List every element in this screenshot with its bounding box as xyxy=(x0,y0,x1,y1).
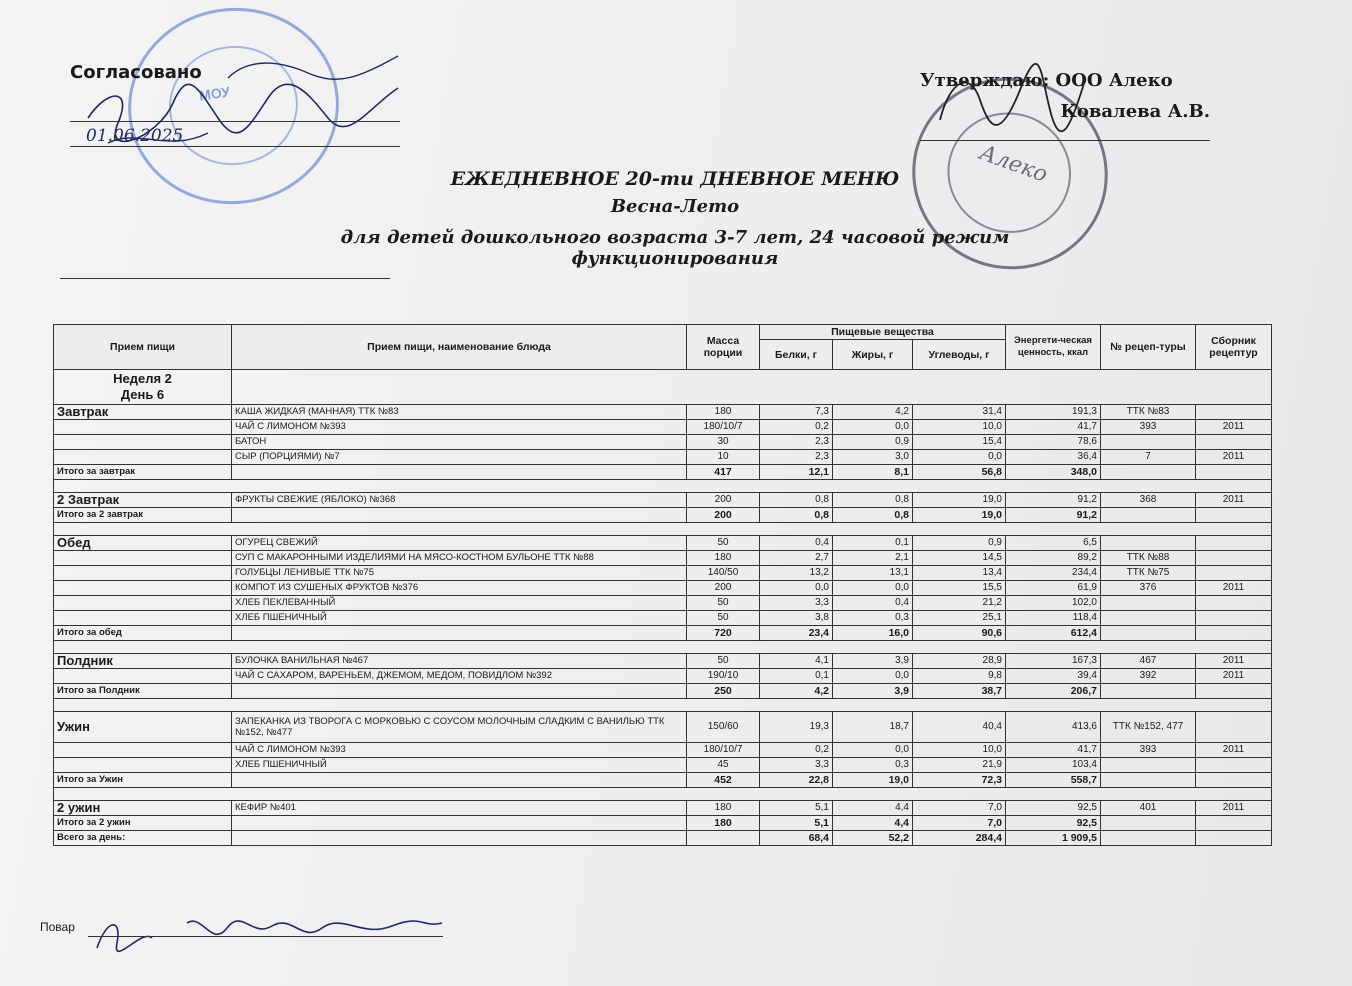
energy-value: 118,4 xyxy=(1006,611,1101,626)
recipe-number: 467 xyxy=(1101,654,1196,669)
recipe-number: 376 xyxy=(1101,581,1196,596)
spacer-cell xyxy=(54,641,1272,654)
total-blank xyxy=(1196,508,1272,523)
recipe-collection: 2011 xyxy=(1196,654,1272,669)
day-total-energy: 1 909,5 xyxy=(1006,831,1101,846)
recipe-number xyxy=(1101,596,1196,611)
cook-label: Повар xyxy=(40,920,75,934)
total-protein: 5,1 xyxy=(760,816,833,831)
dish-name: ЧАЙ С САХАРОМ, ВАРЕНЬЕМ, ДЖЕМОМ, МЕДОМ, ПОВИДЛОМ №392 xyxy=(232,669,687,684)
spacer-row xyxy=(54,523,1272,536)
fat-value: 0,1 xyxy=(833,536,913,551)
recipe-number: ТТК №83 xyxy=(1101,405,1196,420)
day-total-blank xyxy=(232,831,687,846)
fat-value: 3,0 xyxy=(833,450,913,465)
protein-value: 13,2 xyxy=(760,566,833,581)
dish-name: СЫР (ПОРЦИЯМИ) №7 xyxy=(232,450,687,465)
portion-mass: 50 xyxy=(687,596,760,611)
carbs-value: 10,0 xyxy=(913,420,1006,435)
approval-left-date-row xyxy=(70,122,400,146)
recipe-number: 7 xyxy=(1101,450,1196,465)
energy-value: 61,9 xyxy=(1006,581,1101,596)
fat-value: 3,9 xyxy=(833,654,913,669)
protein-value: 2,3 xyxy=(760,435,833,450)
day-total-blank xyxy=(1196,831,1272,846)
day-label: День 6 xyxy=(120,387,165,402)
dish-name: ХЛЕБ ПШЕНИЧНЫЙ xyxy=(232,758,687,773)
total-carbs: 90,6 xyxy=(913,626,1006,641)
recipe-collection xyxy=(1196,536,1272,551)
fat-value: 2,1 xyxy=(833,551,913,566)
table-row xyxy=(54,611,1272,626)
energy-value: 6,5 xyxy=(1006,536,1101,551)
recipe-collection xyxy=(1196,405,1272,420)
table-row xyxy=(54,536,1272,551)
meal-cell xyxy=(54,669,232,684)
approval-left-label: Согласовано xyxy=(70,62,202,83)
total-mass: 720 xyxy=(687,626,760,641)
total-energy: 348,0 xyxy=(1006,465,1101,480)
day-total-label: Всего за день: xyxy=(54,831,232,846)
total-mass: 452 xyxy=(687,773,760,788)
dish-name: ЧАЙ С ЛИМОНОМ №393 xyxy=(232,420,687,435)
fat-value: 0,8 xyxy=(833,493,913,508)
dish-name: ОГУРЕЦ СВЕЖИЙ xyxy=(232,536,687,551)
recipe-collection xyxy=(1196,566,1272,581)
recipe-collection: 2011 xyxy=(1196,450,1272,465)
energy-value: 39,4 xyxy=(1006,669,1101,684)
fat-value: 0,0 xyxy=(833,669,913,684)
protein-value: 5,1 xyxy=(760,801,833,816)
week-day-cell xyxy=(54,370,232,405)
total-blank xyxy=(232,508,687,523)
total-carbs: 38,7 xyxy=(913,684,1006,699)
total-row xyxy=(54,626,1272,641)
total-protein: 22,8 xyxy=(760,773,833,788)
dish-name: СУП С МАКАРОННЫМИ ИЗДЕЛИЯМИ НА МЯСО-КОСТНОМ БУЛЬОНЕ ТТК №88 xyxy=(232,551,687,566)
recipe-collection: 2011 xyxy=(1196,801,1272,816)
fat-value: 4,2 xyxy=(833,405,913,420)
header-fat: Жиры, г xyxy=(833,340,913,370)
energy-value: 41,7 xyxy=(1006,743,1101,758)
recipe-collection: 2011 xyxy=(1196,493,1272,508)
week-day-row xyxy=(54,370,1272,405)
menu-title-line1: ЕЖЕДНЕВНОЕ 20-ти ДНЕВНОЕ МЕНЮ xyxy=(450,168,900,190)
table-body xyxy=(54,370,1272,846)
meal-cell xyxy=(54,581,232,596)
carbs-value: 19,0 xyxy=(913,493,1006,508)
fat-value: 0,9 xyxy=(833,435,913,450)
total-blank xyxy=(1196,626,1272,641)
total-mass: 180 xyxy=(687,816,760,831)
table-row xyxy=(54,493,1272,508)
total-fat: 3,9 xyxy=(833,684,913,699)
recipe-number: 368 xyxy=(1101,493,1196,508)
total-row xyxy=(54,684,1272,699)
title-underline xyxy=(60,278,390,279)
approval-right-line xyxy=(920,140,1210,141)
total-energy: 92,5 xyxy=(1006,816,1101,831)
carbs-value: 14,5 xyxy=(913,551,1006,566)
day-total-blank xyxy=(687,831,760,846)
recipe-number xyxy=(1101,435,1196,450)
table-row xyxy=(54,435,1272,450)
portion-mass: 50 xyxy=(687,611,760,626)
week-day-blank xyxy=(232,370,1272,405)
meal-cell: 2 ужин xyxy=(54,801,232,816)
energy-value: 413,6 xyxy=(1006,712,1101,743)
protein-value: 7,3 xyxy=(760,405,833,420)
protein-value: 0,1 xyxy=(760,669,833,684)
total-protein: 12,1 xyxy=(760,465,833,480)
dish-name: ЧАЙ С ЛИМОНОМ №393 xyxy=(232,743,687,758)
recipe-collection: 2011 xyxy=(1196,420,1272,435)
total-label: Итого за обед xyxy=(54,626,232,641)
energy-value: 234,4 xyxy=(1006,566,1101,581)
total-energy: 91,2 xyxy=(1006,508,1101,523)
carbs-value: 28,9 xyxy=(913,654,1006,669)
recipe-number: ТТК №88 xyxy=(1101,551,1196,566)
meal-cell xyxy=(54,758,232,773)
fat-value: 0,0 xyxy=(833,581,913,596)
energy-value: 167,3 xyxy=(1006,654,1101,669)
total-fat: 16,0 xyxy=(833,626,913,641)
total-blank xyxy=(1101,626,1196,641)
meal-cell xyxy=(54,450,232,465)
table-row xyxy=(54,551,1272,566)
meal-cell: Завтрак xyxy=(54,405,232,420)
table-row xyxy=(54,420,1272,435)
recipe-collection xyxy=(1196,551,1272,566)
meal-cell xyxy=(54,743,232,758)
total-blank xyxy=(1101,816,1196,831)
spacer-row xyxy=(54,641,1272,654)
fat-value: 0,3 xyxy=(833,611,913,626)
meal-cell xyxy=(54,596,232,611)
day-total-fat: 52,2 xyxy=(833,831,913,846)
total-protein: 23,4 xyxy=(760,626,833,641)
dish-name: КОМПОТ ИЗ СУШЕНЫХ ФРУКТОВ №376 xyxy=(232,581,687,596)
total-blank xyxy=(1101,684,1196,699)
total-fat: 0,8 xyxy=(833,508,913,523)
table-row xyxy=(54,743,1272,758)
recipe-collection xyxy=(1196,435,1272,450)
total-carbs: 19,0 xyxy=(913,508,1006,523)
carbs-value: 31,4 xyxy=(913,405,1006,420)
portion-mass: 150/60 xyxy=(687,712,760,743)
spacer-cell xyxy=(54,480,1272,493)
energy-value: 91,2 xyxy=(1006,493,1101,508)
total-row xyxy=(54,465,1272,480)
fat-value: 0,0 xyxy=(833,743,913,758)
total-fat: 19,0 xyxy=(833,773,913,788)
carbs-value: 40,4 xyxy=(913,712,1006,743)
energy-value: 41,7 xyxy=(1006,420,1101,435)
portion-mass: 50 xyxy=(687,536,760,551)
header-carbs: Углеводы, г xyxy=(913,340,1006,370)
portion-mass: 140/50 xyxy=(687,566,760,581)
total-row xyxy=(54,816,1272,831)
approval-left-date-line xyxy=(70,146,400,147)
fat-value: 0,4 xyxy=(833,596,913,611)
total-blank xyxy=(1101,773,1196,788)
approval-right-name: Ковалева А.В. xyxy=(1060,101,1210,122)
carbs-value: 0,0 xyxy=(913,450,1006,465)
fat-value: 0,3 xyxy=(833,758,913,773)
header-nutrients: Пищевые вещества xyxy=(760,325,1006,340)
cook-signature-icon xyxy=(92,908,452,958)
total-blank xyxy=(232,816,687,831)
energy-value: 78,6 xyxy=(1006,435,1101,450)
fat-value: 13,1 xyxy=(833,566,913,581)
protein-value: 2,3 xyxy=(760,450,833,465)
fat-value: 0,0 xyxy=(833,420,913,435)
recipe-number xyxy=(1101,611,1196,626)
spacer-row xyxy=(54,699,1272,712)
protein-value: 0,8 xyxy=(760,493,833,508)
protein-value: 3,8 xyxy=(760,611,833,626)
meal-cell xyxy=(54,420,232,435)
company-stamp-text: Алеко xyxy=(976,140,1051,188)
meal-cell xyxy=(54,551,232,566)
total-blank xyxy=(232,626,687,641)
protein-value: 0,2 xyxy=(760,420,833,435)
fat-value: 4,4 xyxy=(833,801,913,816)
portion-mass: 30 xyxy=(687,435,760,450)
table-row xyxy=(54,596,1272,611)
portion-mass: 180 xyxy=(687,801,760,816)
table-row xyxy=(54,566,1272,581)
header-collection: Сборник рецептур xyxy=(1196,325,1272,370)
approval-left-date: 01.06.2025 xyxy=(86,126,184,146)
table-row xyxy=(54,801,1272,816)
total-protein: 4,2 xyxy=(760,684,833,699)
protein-value: 3,3 xyxy=(760,758,833,773)
spacer-cell xyxy=(54,788,1272,801)
dish-name: ГОЛУБЦЫ ЛЕНИВЫЕ ТТК №75 xyxy=(232,566,687,581)
carbs-value: 15,5 xyxy=(913,581,1006,596)
total-label: Итого за завтрак xyxy=(54,465,232,480)
total-blank xyxy=(1101,465,1196,480)
recipe-collection xyxy=(1196,758,1272,773)
energy-value: 89,2 xyxy=(1006,551,1101,566)
dish-name: БУЛОЧКА ВАНИЛЬНАЯ №467 xyxy=(232,654,687,669)
header-mass: Масса порции xyxy=(687,325,760,370)
portion-mass: 180/10/7 xyxy=(687,420,760,435)
dish-name: ХЛЕБ ПЕКЛЕВАННЫЙ xyxy=(232,596,687,611)
dish-name: ЗАПЕКАНКА ИЗ ТВОРОГА С МОРКОВЬЮ С СОУСОМ МОЛОЧНЫМ СЛАДКИМ С ВАНИЛЬЮ ТТК №152, №477 xyxy=(232,712,687,743)
energy-value: 191,3 xyxy=(1006,405,1101,420)
total-blank xyxy=(232,684,687,699)
protein-value: 0,2 xyxy=(760,743,833,758)
day-total-carbs: 284,4 xyxy=(913,831,1006,846)
table-row xyxy=(54,581,1272,596)
recipe-collection: 2011 xyxy=(1196,581,1272,596)
protein-value: 0,0 xyxy=(760,581,833,596)
total-label: Итого за Ужин xyxy=(54,773,232,788)
carbs-value: 21,9 xyxy=(913,758,1006,773)
dish-name: ХЛЕБ ПШЕНИЧНЫЙ xyxy=(232,611,687,626)
meal-cell xyxy=(54,611,232,626)
week-label: Неделя 2 xyxy=(113,371,172,386)
recipe-number: 393 xyxy=(1101,420,1196,435)
dish-name: БАТОН xyxy=(232,435,687,450)
table-row xyxy=(54,405,1272,420)
protein-value: 0,4 xyxy=(760,536,833,551)
portion-mass: 10 xyxy=(687,450,760,465)
dish-name: КАША ЖИДКАЯ (МАННАЯ) ТТК №83 xyxy=(232,405,687,420)
carbs-value: 15,4 xyxy=(913,435,1006,450)
protein-value: 2,7 xyxy=(760,551,833,566)
header-recipe: № рецеп-туры xyxy=(1101,325,1196,370)
menu-table xyxy=(53,324,1271,846)
recipe-number xyxy=(1101,536,1196,551)
portion-mass: 200 xyxy=(687,581,760,596)
table-row xyxy=(54,450,1272,465)
total-mass: 417 xyxy=(687,465,760,480)
energy-value: 92,5 xyxy=(1006,801,1101,816)
day-total-protein: 68,4 xyxy=(760,831,833,846)
energy-value: 103,4 xyxy=(1006,758,1101,773)
total-blank xyxy=(232,773,687,788)
total-carbs: 72,3 xyxy=(913,773,1006,788)
recipe-number: ТТК №75 xyxy=(1101,566,1196,581)
total-blank xyxy=(1196,816,1272,831)
approval-left xyxy=(70,62,400,147)
carbs-value: 13,4 xyxy=(913,566,1006,581)
approval-right-label: Утверждаю: ООО Алеко xyxy=(920,70,1173,91)
recipe-collection: 2011 xyxy=(1196,669,1272,684)
table-header-row xyxy=(54,325,1272,340)
total-energy: 206,7 xyxy=(1006,684,1101,699)
portion-mass: 50 xyxy=(687,654,760,669)
day-total-row xyxy=(54,831,1272,846)
school-stamp-text: МОУ xyxy=(198,83,231,104)
carbs-value: 25,1 xyxy=(913,611,1006,626)
approval-right xyxy=(920,70,1210,141)
recipe-collection xyxy=(1196,712,1272,743)
total-carbs: 7,0 xyxy=(913,816,1006,831)
table-row xyxy=(54,712,1272,743)
portion-mass: 45 xyxy=(687,758,760,773)
meal-cell xyxy=(54,566,232,581)
total-blank xyxy=(1101,508,1196,523)
header-meal: Прием пищи xyxy=(54,325,232,370)
day-total-blank xyxy=(1101,831,1196,846)
header-energy: Энергети-ческая ценность, ккал xyxy=(1006,325,1101,370)
recipe-collection xyxy=(1196,611,1272,626)
meal-cell: Обед xyxy=(54,536,232,551)
recipe-collection xyxy=(1196,596,1272,611)
spacer-cell xyxy=(54,699,1272,712)
table-row xyxy=(54,654,1272,669)
protein-value: 19,3 xyxy=(760,712,833,743)
spacer-cell xyxy=(54,523,1272,536)
header-dish: Прием пищи, наименование блюда xyxy=(232,325,687,370)
table-row xyxy=(54,669,1272,684)
recipe-number xyxy=(1101,758,1196,773)
total-fat: 4,4 xyxy=(833,816,913,831)
recipe-number: 401 xyxy=(1101,801,1196,816)
portion-mass: 180 xyxy=(687,551,760,566)
recipe-number: 392 xyxy=(1101,669,1196,684)
total-energy: 558,7 xyxy=(1006,773,1101,788)
menu-title-line2: Весна-Лето xyxy=(610,196,740,217)
carbs-value: 21,2 xyxy=(913,596,1006,611)
carbs-value: 9,8 xyxy=(913,669,1006,684)
total-protein: 0,8 xyxy=(760,508,833,523)
carbs-value: 7,0 xyxy=(913,801,1006,816)
menu-title-line3: для детей дошкольного возраста 3-7 лет, 24 часовой режим функционирования xyxy=(340,227,1010,269)
total-mass: 250 xyxy=(687,684,760,699)
portion-mass: 190/10 xyxy=(687,669,760,684)
total-mass: 200 xyxy=(687,508,760,523)
portion-mass: 200 xyxy=(687,493,760,508)
dish-name: ФРУКТЫ СВЕЖИЕ (ЯБЛОКО) №368 xyxy=(232,493,687,508)
meal-cell xyxy=(54,435,232,450)
energy-value: 36,4 xyxy=(1006,450,1101,465)
total-blank xyxy=(232,465,687,480)
menu-title xyxy=(240,168,1110,269)
spacer-row xyxy=(54,788,1272,801)
energy-value: 102,0 xyxy=(1006,596,1101,611)
fat-value: 18,7 xyxy=(833,712,913,743)
portion-mass: 180/10/7 xyxy=(687,743,760,758)
total-blank xyxy=(1196,684,1272,699)
recipe-number: 393 xyxy=(1101,743,1196,758)
cook-signature-line xyxy=(88,936,443,937)
recipe-number: ТТК №152, 477 xyxy=(1101,712,1196,743)
total-fat: 8,1 xyxy=(833,465,913,480)
meal-cell: 2 Завтрак xyxy=(54,493,232,508)
total-label: Итого за 2 завтрак xyxy=(54,508,232,523)
spacer-row xyxy=(54,480,1272,493)
total-blank xyxy=(1196,465,1272,480)
meal-cell: Полдник xyxy=(54,654,232,669)
total-carbs: 56,8 xyxy=(913,465,1006,480)
table-row xyxy=(54,758,1272,773)
portion-mass: 180 xyxy=(687,405,760,420)
header-protein: Белки, г xyxy=(760,340,833,370)
total-row xyxy=(54,508,1272,523)
protein-value: 3,3 xyxy=(760,596,833,611)
total-label: Итого за 2 ужин xyxy=(54,816,232,831)
total-blank xyxy=(1196,773,1272,788)
total-energy: 612,4 xyxy=(1006,626,1101,641)
total-label: Итого за Полдник xyxy=(54,684,232,699)
recipe-collection: 2011 xyxy=(1196,743,1272,758)
total-row xyxy=(54,773,1272,788)
dish-name: КЕФИР №401 xyxy=(232,801,687,816)
meal-cell: Ужин xyxy=(54,712,232,743)
carbs-value: 10,0 xyxy=(913,743,1006,758)
protein-value: 4,1 xyxy=(760,654,833,669)
carbs-value: 0,9 xyxy=(913,536,1006,551)
